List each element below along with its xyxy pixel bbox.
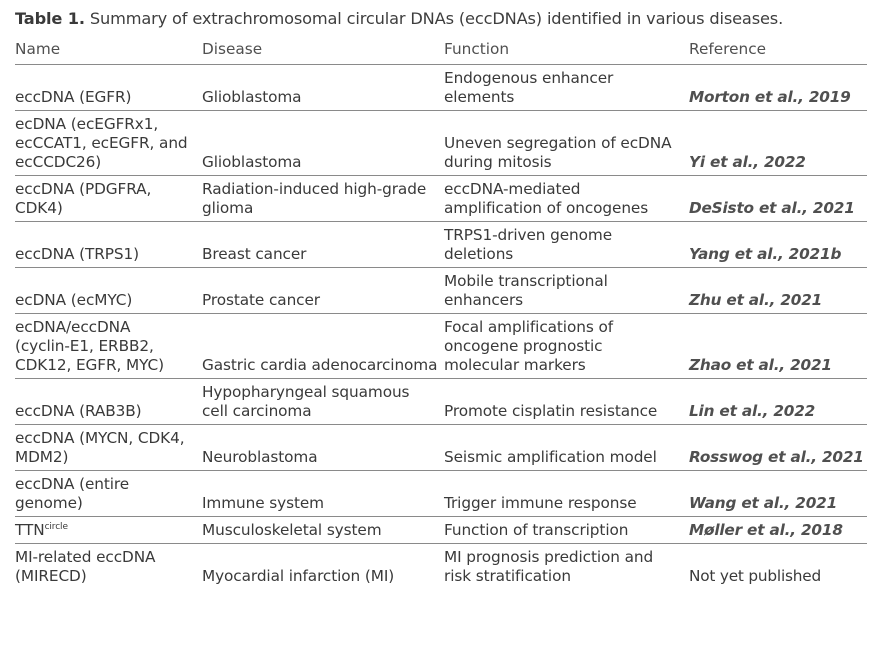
header-function: Function	[444, 38, 689, 65]
cell-line: during mitosis	[444, 153, 552, 171]
cell-disease	[202, 314, 444, 379]
cell-line: MI prognosis prediction and	[444, 548, 654, 566]
cell-function	[444, 222, 689, 268]
cell-disease	[202, 111, 444, 176]
cell-line: risk stratification	[444, 567, 571, 585]
table-header-row	[15, 38, 867, 65]
table-row	[15, 65, 867, 111]
cell-line: cell carcinoma	[202, 402, 312, 420]
cell-function	[444, 176, 689, 222]
cell-line: Immune system	[202, 494, 324, 512]
cell-function	[444, 517, 689, 544]
cell-line: Neuroblastoma	[202, 448, 318, 466]
cell-disease	[202, 268, 444, 314]
table-row	[15, 379, 867, 425]
cell-line: Uneven segregation of ecDNA	[444, 134, 672, 152]
cell-line: Focal amplifications of	[444, 318, 613, 336]
cell-line: Function of transcription	[444, 521, 629, 539]
cell-name	[15, 222, 202, 268]
table-row	[15, 176, 867, 222]
cell-line: Hypopharyngeal squamous	[202, 383, 410, 401]
table-caption	[15, 9, 783, 28]
table-body	[15, 65, 867, 590]
table-row	[15, 517, 867, 544]
table-row	[15, 425, 867, 471]
cell-reference: Zhao et al., 2021	[689, 314, 867, 379]
cell-line: Mobile transcriptional	[444, 272, 608, 290]
cell-line: Endogenous enhancer	[444, 69, 614, 87]
cell-reference: DeSisto et al., 2021	[689, 176, 867, 222]
cell-line: (cyclin-E1, ERBB2,	[15, 337, 154, 355]
cell-disease	[202, 471, 444, 517]
cell-line: Glioblastoma	[202, 88, 302, 106]
cell-disease	[202, 176, 444, 222]
cell-reference: Not yet published	[689, 567, 821, 585]
cell-line: Gastric cardia adenocarcinoma	[202, 356, 438, 374]
cell-reference: Yang et al., 2021b	[689, 222, 867, 268]
cell-line: Promote cisplatin resistance	[444, 402, 658, 420]
cell-reference: Rosswog et al., 2021	[689, 425, 867, 471]
cell-function	[444, 65, 689, 111]
table-row	[15, 222, 867, 268]
cell-line: elements	[444, 88, 515, 106]
header-name: Name	[15, 38, 202, 65]
cell-disease	[202, 379, 444, 425]
cell-disease	[202, 425, 444, 471]
header-reference: Reference	[689, 38, 867, 65]
cell-line: MI-related eccDNA	[15, 548, 156, 566]
cell-line: eccDNA (TRPS1)	[15, 245, 139, 263]
cell-line: eccDNA (RAB3B)	[15, 402, 142, 420]
cell-line: glioma	[202, 199, 254, 217]
cell-name	[15, 544, 202, 590]
cell-function	[444, 314, 689, 379]
cell-name	[15, 471, 202, 517]
cell-disease	[202, 544, 444, 590]
cell-line: genome)	[15, 494, 83, 512]
cell-line: enhancers	[444, 291, 524, 309]
eccdna-summary-table	[15, 38, 867, 589]
cell-line: ecDNA (ecEGFRx1,	[15, 115, 159, 133]
cell-line: TRPS1-driven genome	[444, 226, 613, 244]
table-row	[15, 268, 867, 314]
cell-line: CDK12, EGFR, MYC)	[15, 356, 165, 374]
table-row	[15, 471, 867, 517]
cell-name	[15, 425, 202, 471]
header-disease: Disease	[202, 38, 444, 65]
cell-line: eccDNA (EGFR)	[15, 88, 132, 106]
cell-reference: Møller et al., 2018	[689, 517, 867, 544]
cell-function	[444, 111, 689, 176]
cell-disease	[202, 65, 444, 111]
cell-name-base: TTN	[15, 521, 45, 539]
caption-label: Table 1.	[15, 9, 85, 28]
cell-function	[444, 425, 689, 471]
cell-function	[444, 379, 689, 425]
cell-line: eccDNA (PDGFRA,	[15, 180, 152, 198]
cell-line: Prostate cancer	[202, 291, 320, 309]
cell-function	[444, 268, 689, 314]
cell-line: CDK4)	[15, 199, 63, 217]
cell-line: Musculoskeletal system	[202, 521, 382, 539]
caption-text: Summary of extrachromosomal circular DNAs (eccDNAs) identified in various diseases.	[89, 9, 784, 28]
cell-name	[15, 111, 202, 176]
cell-line: deletions	[444, 245, 514, 263]
cell-line: molecular markers	[444, 356, 586, 374]
cell-line: eccDNA (entire	[15, 475, 130, 493]
cell-line: (MIRECD)	[15, 567, 87, 585]
cell-function	[444, 471, 689, 517]
cell-line: ecCCDC26)	[15, 153, 102, 171]
cell-line: eccDNA-mediated	[444, 180, 581, 198]
cell-line: amplification of oncogenes	[444, 199, 649, 217]
cell-line: Myocardial infarction (MI)	[202, 567, 395, 585]
cell-disease	[202, 222, 444, 268]
cell-line: ecDNA (ecMYC)	[15, 291, 133, 309]
cell-name	[15, 517, 202, 544]
cell-line: MDM2)	[15, 448, 69, 466]
cell-reference: Zhu et al., 2021	[689, 268, 867, 314]
cell-line: Trigger immune response	[444, 494, 637, 512]
cell-name	[15, 65, 202, 111]
cell-line: oncogene prognostic	[444, 337, 603, 355]
cell-line: eccDNA (MYCN, CDK4,	[15, 429, 185, 447]
cell-reference: Lin et al., 2022	[689, 379, 867, 425]
cell-function	[444, 544, 689, 590]
cell-reference: Wang et al., 2021	[689, 471, 867, 517]
cell-reference: Yi et al., 2022	[689, 111, 867, 176]
cell-name	[15, 268, 202, 314]
cell-name	[15, 314, 202, 379]
cell-line: Seismic amplification model	[444, 448, 657, 466]
cell-line: ecDNA/eccDNA	[15, 318, 131, 336]
table-row	[15, 111, 867, 176]
table-row	[15, 314, 867, 379]
cell-name	[15, 379, 202, 425]
cell-line: ecCCAT1, ecEGFR, and	[15, 134, 188, 152]
cell-line: Radiation-induced high-grade	[202, 180, 427, 198]
cell-line: Breast cancer	[202, 245, 307, 263]
table-row	[15, 544, 867, 590]
cell-name	[15, 176, 202, 222]
cell-reference: Morton et al., 2019	[689, 65, 867, 111]
cell-disease	[202, 517, 444, 544]
cell-line: Glioblastoma	[202, 153, 302, 171]
cell-name-superscript: circle	[44, 522, 68, 532]
